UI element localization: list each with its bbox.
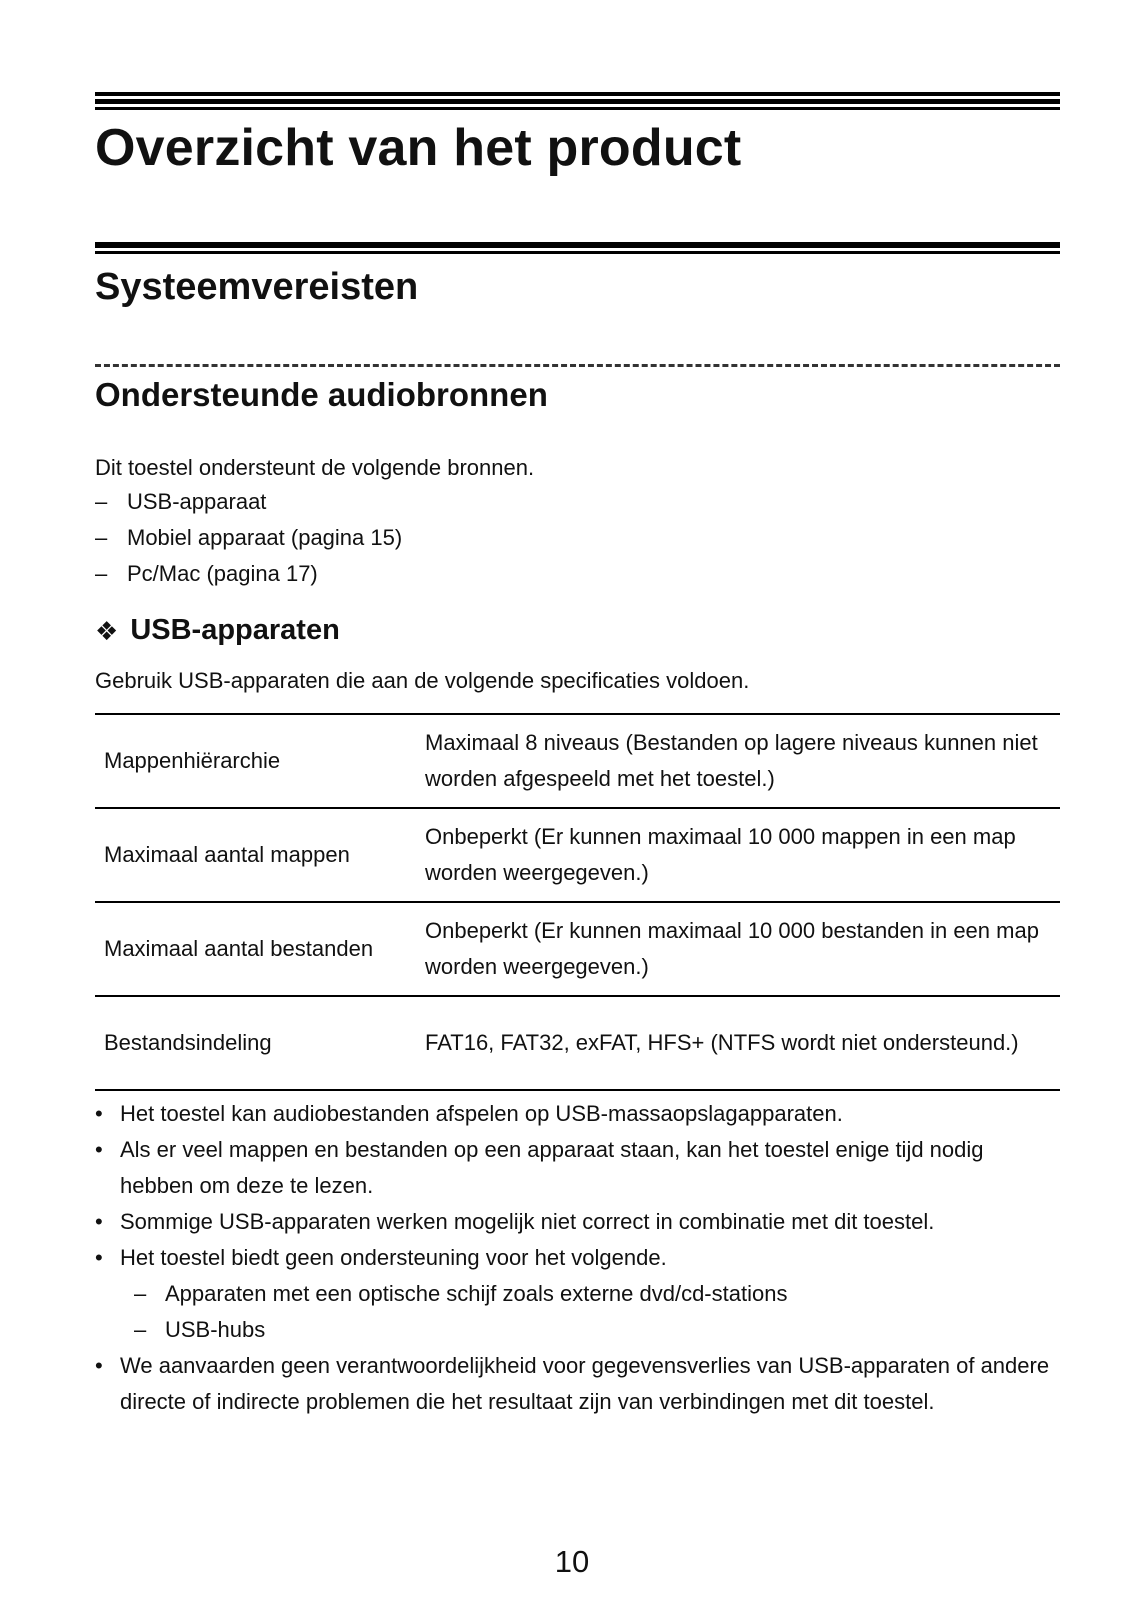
unsupported-item: USB-hubs — [165, 1317, 266, 1342]
source-mobile: Mobiel apparaat (pagina 15) — [127, 525, 403, 550]
list-item — [95, 1132, 1060, 1204]
bullet-marker: • — [95, 1137, 103, 1162]
bullet-marker: • — [95, 1101, 103, 1126]
dash-marker: – — [95, 525, 108, 550]
unsupported-list — [120, 1276, 1060, 1348]
note-text: Het toestel kan audiobestanden afspelen op USB-massaopslagapparaten. — [120, 1101, 843, 1126]
list-item — [95, 556, 402, 592]
dashed-divider — [95, 364, 1060, 367]
unsupported-item: Apparaten met een optische schijf zoals externe dvd/cd-stations — [165, 1281, 788, 1306]
bullet-marker: • — [95, 1209, 103, 1234]
page-number: 10 — [554, 1544, 590, 1579]
notes-list — [95, 1096, 1060, 1420]
list-item — [95, 520, 402, 556]
dash-marker: – — [134, 1281, 147, 1306]
spec-key: Maximaal aantal mappen — [104, 842, 350, 867]
spec-value: Onbeperkt (Er kunnen maximaal 10 000 mappen in een map worden weergegeven.) — [425, 824, 1016, 885]
list-item — [95, 1096, 1060, 1132]
page-title: Overzicht van het product — [95, 119, 742, 177]
usb-heading-text: USB-apparaten — [130, 614, 340, 646]
subsection-title: Ondersteunde audiobronnen — [95, 376, 548, 413]
table-row — [95, 714, 1060, 808]
intro-text: Dit toestel ondersteunt de volgende bronnen. — [95, 455, 535, 480]
spec-value: Maximaal 8 niveaus (Bestanden op lagere niveaus kunnen niet worden afgespeeld met het toestel.) — [425, 730, 1038, 791]
list-item — [120, 1312, 1060, 1348]
title-rule — [95, 92, 1060, 112]
dash-marker: – — [95, 489, 108, 514]
spec-key: Maximaal aantal bestanden — [104, 936, 374, 961]
note-text: Sommige USB-apparaten werken mogelijk niet correct in combinatie met dit toestel. — [120, 1209, 935, 1234]
list-item — [95, 484, 402, 520]
spec-key: Bestandsindeling — [104, 1030, 272, 1055]
list-item — [95, 1240, 1060, 1348]
bullet-marker: • — [95, 1245, 103, 1270]
table-row — [95, 808, 1060, 902]
table-row — [95, 902, 1060, 996]
usb-heading — [95, 616, 340, 645]
spec-key: Mappenhiërarchie — [104, 748, 281, 773]
note-text: We aanvaarden geen verantwoordelijkheid voor gegevensverlies van USB-apparaten of andere directe of indirecte problemen die het resultaat zijn van verbindingen met dit toestel. — [120, 1353, 1050, 1414]
diamond-icon: ❖ — [95, 615, 119, 646]
spec-value: Onbeperkt (Er kunnen maximaal 10 000 bestanden in een map worden weergegeven.) — [425, 918, 1039, 979]
list-item — [95, 1348, 1060, 1420]
usb-intro-text: Gebruik USB-apparaten die aan de volgende specificaties voldoen. — [95, 668, 750, 693]
spec-value: FAT16, FAT32, exFAT, HFS+ (NTFS wordt niet ondersteund.) — [425, 1030, 1019, 1055]
source-usb: USB-apparaat — [127, 489, 267, 514]
note-text: Het toestel biedt geen ondersteuning voor het volgende. — [120, 1245, 667, 1270]
spec-table — [95, 713, 1060, 1091]
bullet-marker: • — [95, 1353, 103, 1378]
section-rule — [95, 242, 1060, 256]
list-item — [120, 1276, 1060, 1312]
section-title: Systeemvereisten — [95, 266, 419, 308]
sources-list — [95, 484, 402, 592]
table-row — [95, 996, 1060, 1090]
note-text: Als er veel mappen en bestanden op een apparaat staan, kan het toestel enige tijd nodig hebben om deze te lezen. — [120, 1137, 984, 1198]
dash-marker: – — [95, 561, 108, 586]
list-item — [95, 1204, 1060, 1240]
source-pc-mac: Pc/Mac (pagina 17) — [127, 561, 318, 586]
dash-marker: – — [134, 1317, 147, 1342]
